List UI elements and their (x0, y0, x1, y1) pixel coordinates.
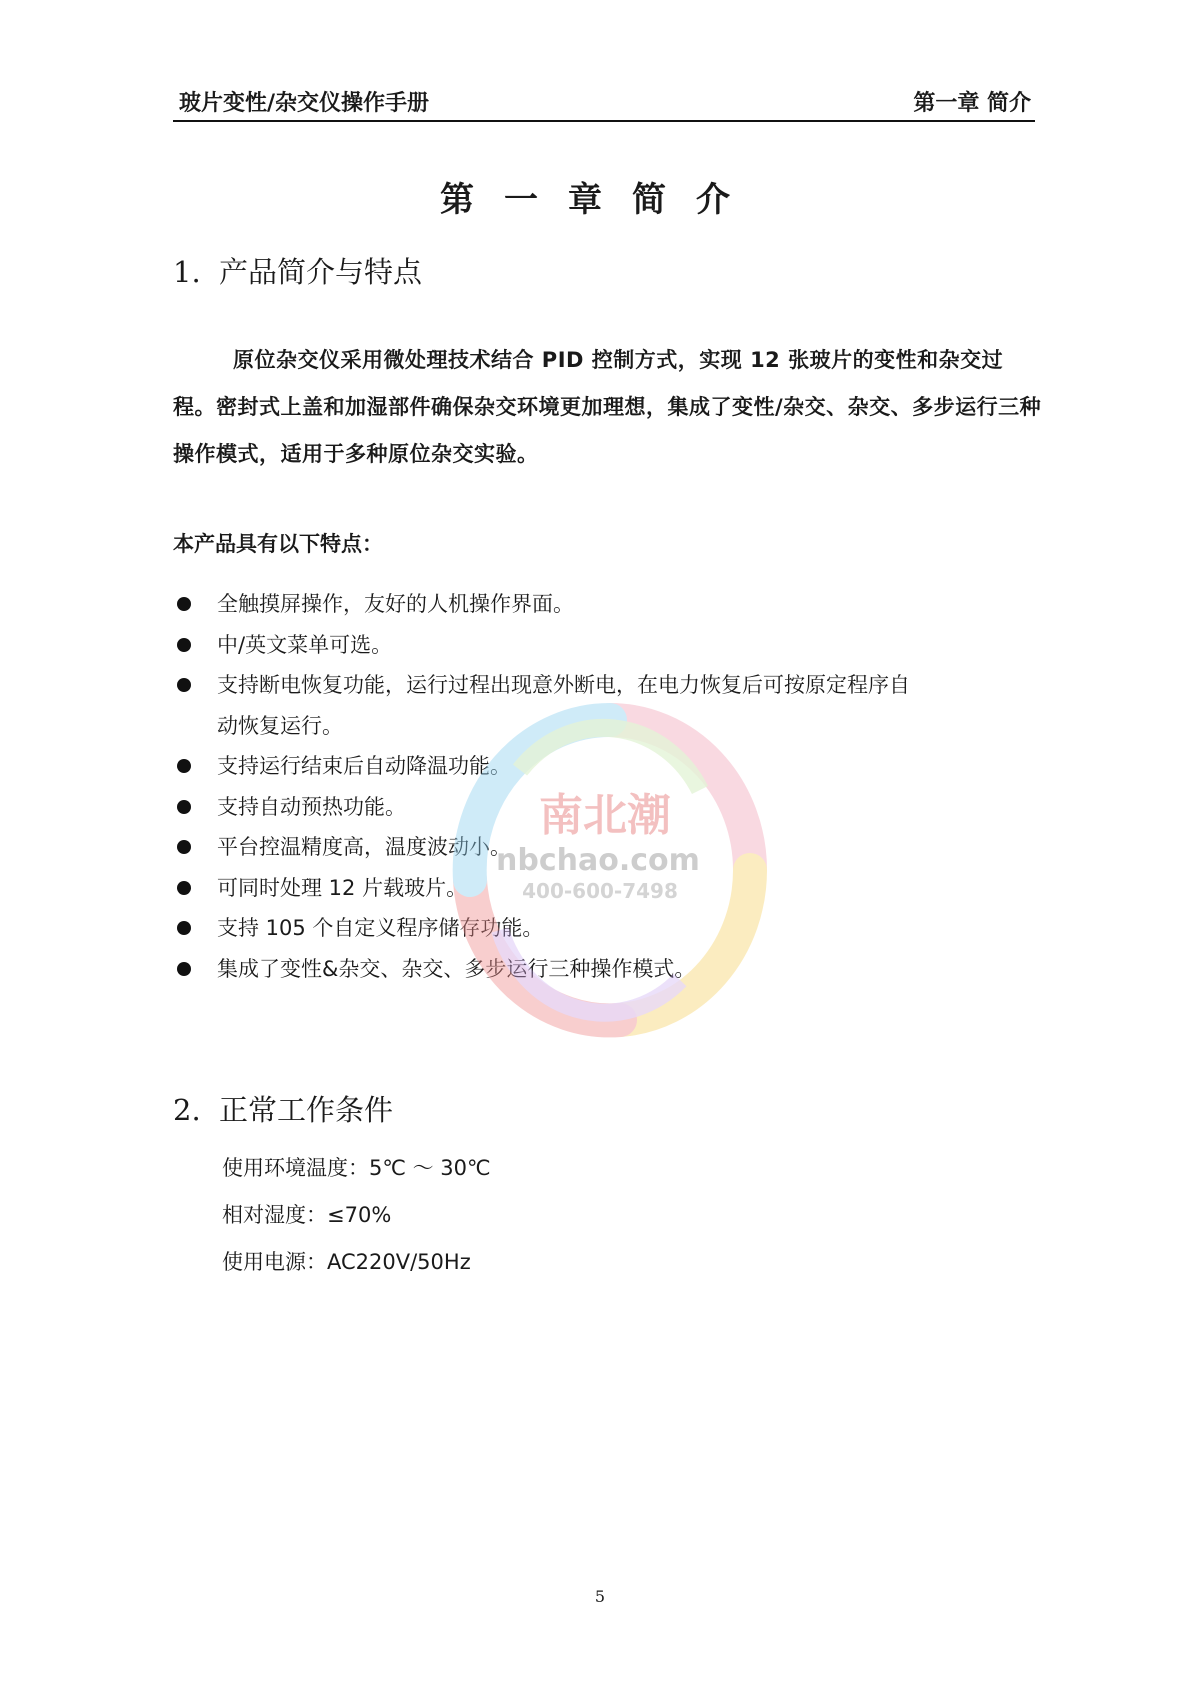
bullet-icon (177, 881, 191, 895)
bullet-icon (177, 597, 191, 611)
feature-text: 支持自动预热功能。 (217, 794, 406, 819)
feature-text: 可同时处理 12 片载玻片。 (217, 875, 468, 900)
watermark-phone: 400-600-7498 (522, 879, 678, 903)
watermark-logo (430, 680, 790, 1060)
intro-paragraph: 原位杂交仪采用微处理技术结合 PID 控制方式，实现 12 张玻片的变性和杂交过程。密封式上盖和加湿部件确保杂交环境更加理想，集成了变性/杂交、杂交、多步运行三种操作模式，适用于多种原位杂交实验。 (173, 348, 1042, 466)
watermark-name: 南北潮 (539, 790, 671, 841)
running-header (173, 84, 1035, 122)
feature-text: 中/英文菜单可选。 (217, 632, 393, 657)
section-heading-2 (173, 1088, 393, 1129)
bullet-icon (177, 638, 191, 652)
feature-text: 平台控温精度高，温度波动小。 (217, 835, 511, 859)
section-heading-1 (173, 250, 422, 291)
feature-text: 支持 105 个自定义程序储存功能。 (217, 916, 544, 940)
watermark-site: nbchao.com (496, 843, 700, 878)
feature-text: 集成了变性&杂交、杂交、多步运行三种操作模式。 (217, 956, 696, 981)
feature-text: 支持断电恢复功能，运行过程出现意外断电，在电力恢复后可按原定程序自动恢复运行。 (217, 673, 910, 738)
section-title: 产品简介与特点 (219, 255, 423, 289)
condition-row (222, 1192, 491, 1239)
bullet-icon (177, 840, 191, 854)
bullet-icon (177, 759, 191, 773)
section-title: 正常工作条件 (219, 1093, 394, 1127)
condition-value: ≤70% (327, 1203, 392, 1227)
feature-text: 支持运行结束后自动降温功能。 (217, 754, 511, 778)
bullet-icon (177, 800, 191, 814)
condition-value: AC220V/50Hz (327, 1250, 471, 1274)
list-item (173, 584, 1033, 625)
condition-label: 使用环境温度： (222, 1156, 369, 1180)
header-chapter-title: 第一章 简介 (913, 91, 1031, 116)
feature-text: 全触摸屏操作，友好的人机操作界面。 (217, 592, 574, 616)
condition-label: 相对湿度： (222, 1203, 327, 1227)
features-intro: 本产品具有以下特点： (173, 532, 383, 556)
working-conditions (222, 1145, 491, 1286)
condition-row (222, 1145, 491, 1192)
list-item (173, 625, 1033, 666)
condition-row (222, 1239, 491, 1286)
chapter-title: 第一章简介 (440, 180, 760, 220)
page-number: 5 (594, 1587, 606, 1606)
condition-label: 使用电源： (222, 1250, 327, 1274)
section-number: 2. (173, 1093, 201, 1127)
bullet-icon (177, 962, 191, 976)
condition-value: 5℃ ～ 30℃ (369, 1156, 491, 1180)
bullet-icon (177, 678, 191, 692)
header-manual-title: 玻片变性/杂交仪操作手册 (179, 91, 430, 116)
bullet-icon (177, 921, 191, 935)
section-number: 1. (173, 255, 201, 289)
